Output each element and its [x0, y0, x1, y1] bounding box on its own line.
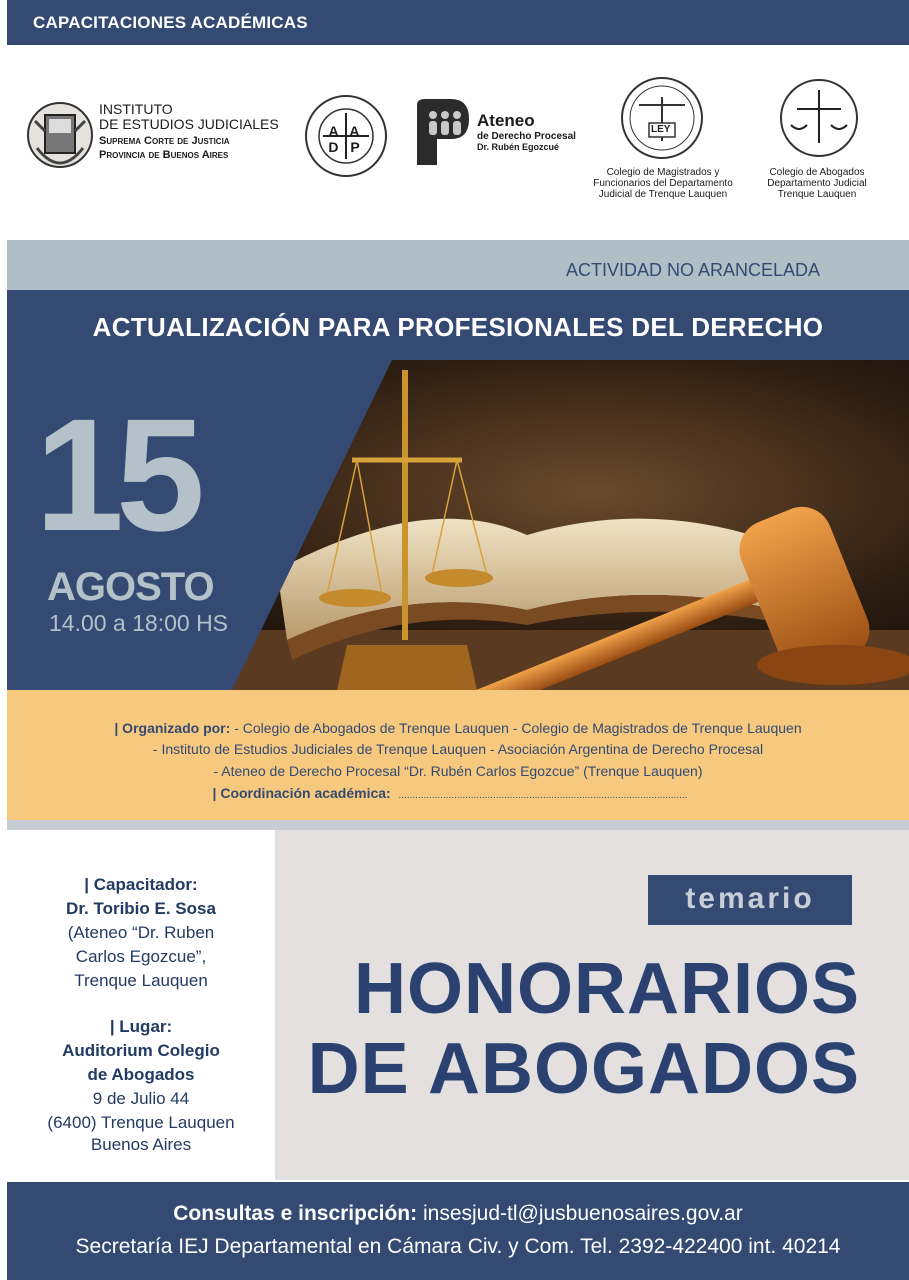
footer-label: Consultas e inscripción: [173, 1202, 418, 1225]
colegio-abogados-line3: Trenque Lauquen [777, 189, 857, 200]
trainer-name: Dr. Toribio E. Sosa [66, 899, 216, 918]
venue-addr1: 9 de Julio 44 [92, 1089, 190, 1108]
temario-label: temario [685, 882, 815, 915]
iej-logo-line1: INSTITUTO [99, 101, 173, 117]
event-time: 14.00 a 18:00 HS [49, 610, 229, 636]
organizers-label: | Organizado por: [114, 720, 231, 736]
trainer-line3: Trenque Lauquen [74, 971, 208, 990]
details-column [7, 830, 278, 1180]
course-title: ACTUALIZACIÓN PARA PROFESIONALES DEL DERECHO [92, 312, 824, 342]
topic-line1: HONORARIOS [353, 949, 860, 1029]
coordination-label: | Coordinación académica: [212, 785, 391, 801]
colegio-magistrados-line3: Judicial de Trenque Lauquen [598, 189, 728, 200]
aadp-letters: A A D P [328, 123, 364, 155]
venue-addr3: Buenos Aires [90, 1135, 192, 1154]
iej-seal-icon [25, 93, 95, 178]
trainer-line1: (Ateneo “Dr. Ruben [67, 923, 215, 942]
iej-logo-line3: Suprema Corte de Justicia [99, 135, 230, 147]
organizers-line2: - Instituto de Estudios Judiciales de Trenque Lauquen - Asociación Argentina de Derecho Procesal [152, 741, 764, 757]
ateneo-title: Ateneo [477, 111, 535, 130]
title-bar [7, 290, 909, 360]
ateneo-line2: de Derecho Procesal [477, 131, 576, 142]
venue-label: | Lugar: [109, 1017, 173, 1036]
organizers-text1: - Colegio de Abogados de Trenque Lauquen - Colegio de Magistrados de Trenque Lauquen [230, 720, 802, 736]
footer-contact [7, 1202, 909, 1226]
colegio-magistrados-line1: Colegio de Magistrados y [606, 167, 720, 178]
colegio-magistrados-seal-icon [619, 75, 705, 161]
trainer-line2: Carlos Egozcue”, [75, 947, 207, 966]
colegio-abogados-line2: Departamento Judicial [767, 178, 867, 189]
header-title: CAPACITACIONES ACADÉMICAS [33, 13, 308, 32]
footer-address: Secretaría IEJ Departamental en Cámara Civ. y Com. Tel. 2392-422400 int. 40214 [75, 1235, 841, 1258]
footer-bar [7, 1182, 909, 1280]
venue-name2: de Abogados [87, 1065, 195, 1084]
iej-logo-line4: Provincia de Buenos Aires [99, 149, 229, 161]
coordination-line [0, 785, 901, 801]
colegio-magistrados-line2: Funcionarios del Departamento [593, 178, 733, 189]
coordination-value: ........................................................................................................ [398, 790, 688, 801]
topic-line2: DE ABOGADOS [307, 1029, 860, 1109]
organizers-band [7, 690, 909, 820]
trainer-label: | Capacitador: [84, 875, 198, 894]
colegio-abogados-seal-icon [779, 75, 859, 161]
colegio-magistrados-badge: LEY [651, 124, 671, 135]
ateneo-logo-icon [415, 97, 471, 167]
organizers-line3: - Ateneo de Derecho Procesal “Dr. Rubén Carlos Egozcue” (Trenque Lauquen) [213, 763, 703, 779]
iej-logo-line2: DE ESTUDIOS JUDICIALES [99, 116, 279, 132]
colegio-abogados-line1: Colegio de Abogados [769, 167, 865, 178]
temario-tag [648, 875, 852, 925]
activity-band [7, 240, 909, 290]
event-month: AGOSTO [47, 565, 214, 609]
event-day: 15 [35, 385, 197, 564]
activity-label: ACTIVIDAD NO ARANCELADA [565, 260, 820, 280]
logos-row [7, 45, 909, 240]
header-bar [7, 0, 909, 45]
venue-addr2: (6400) Trenque Lauquen [47, 1113, 235, 1132]
venue-name1: Auditorium Colegio [62, 1041, 220, 1060]
organizers-line1 [7, 720, 909, 736]
divider [7, 820, 909, 830]
footer-email[interactable]: insesjud-tl@jusbuenosaires.gov.ar [417, 1202, 743, 1225]
ateneo-line3: Dr. Rubén Egozcué [477, 142, 560, 152]
